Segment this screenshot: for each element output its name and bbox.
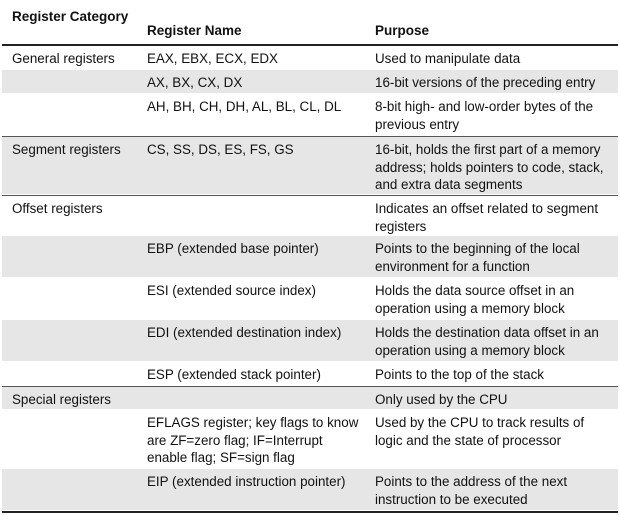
purpose-cell: 8-bit high- and low-order bytes of the previous entry <box>375 99 594 132</box>
register-name-cell: EAX, EBX, ECX, EDX <box>147 51 278 66</box>
register-name-cell: ESI (extended source index) <box>147 283 316 298</box>
header-register-name: Register Name <box>147 23 242 38</box>
table-header <box>2 6 618 46</box>
table-row <box>2 70 618 94</box>
table-row <box>2 386 618 410</box>
purpose-cell: Points to the beginning of the local environment for a function <box>375 241 580 274</box>
table-body <box>2 46 618 511</box>
register-name-cell: AX, BX, CX, DX <box>147 75 243 90</box>
purpose-cell: 16-bit versions of the preceding entry <box>375 75 596 90</box>
purpose-cell: Points to the top of the stack <box>375 367 544 382</box>
purpose-cell: Used to manipulate data <box>375 51 521 66</box>
register-name-cell: EIP (extended instruction pointer) <box>147 474 346 489</box>
table-row <box>2 195 618 236</box>
register-name-cell: EDI (extended destination index) <box>147 325 342 340</box>
table-row <box>2 410 618 469</box>
register-name-cell: CS, SS, DS, ES, FS, GS <box>147 142 294 157</box>
category-cell: General registers <box>12 51 115 66</box>
header-category: Register Category <box>12 9 129 24</box>
category-cell: Segment registers <box>12 142 121 157</box>
table-row <box>2 320 618 362</box>
register-name-cell: AH, BH, CH, DH, AL, BL, CL, DL <box>147 99 342 114</box>
table-row <box>2 136 618 195</box>
table-row <box>2 236 618 278</box>
register-table <box>2 6 618 513</box>
purpose-cell: Holds the data source offset in an operation using a memory block <box>375 283 575 316</box>
purpose-cell: Points to the address of the next instruction to be executed <box>375 474 568 507</box>
table-row <box>2 46 618 70</box>
register-name-cell: ESP (extended stack pointer) <box>147 367 321 382</box>
table-row <box>2 94 618 136</box>
header-purpose: Purpose <box>375 23 430 38</box>
purpose-cell: Used by the CPU to track results of logic and the state of processor <box>375 415 585 448</box>
table-row <box>2 278 618 320</box>
purpose-cell: Holds the destination data offset in an operation using a memory block <box>375 325 599 358</box>
purpose-cell: Indicates an offset related to segment registers <box>375 201 599 234</box>
bottom-rule <box>2 511 618 513</box>
category-cell: Special registers <box>12 392 111 407</box>
table-row <box>2 362 618 386</box>
purpose-cell: Only used by the CPU <box>375 392 508 407</box>
table-row <box>2 469 618 511</box>
register-name-cell: EFLAGS register; key flags to know are ZF=zero flag; IF=Interrupt enable flag; SF=sign flag <box>147 415 359 465</box>
purpose-cell: 16-bit, holds the first part of a memory address; holds pointers to code, stack, and extra data segments <box>375 142 604 192</box>
category-cell: Offset registers <box>12 201 103 216</box>
register-name-cell: EBP (extended base pointer) <box>147 241 319 256</box>
